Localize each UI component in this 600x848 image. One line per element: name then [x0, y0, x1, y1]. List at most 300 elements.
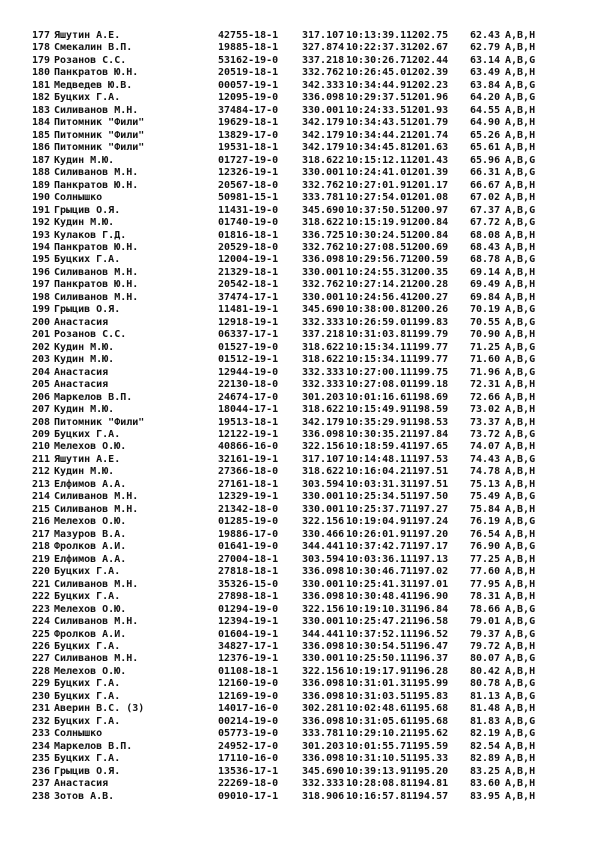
distance-cell: 336.098 [302, 429, 345, 440]
points-cell: 82.89 [470, 753, 501, 765]
class-codes-cell: A,B,H [505, 640, 536, 652]
distance-cell: 344.441 [302, 628, 345, 640]
class-codes-cell: A,B,H [505, 790, 536, 802]
ring-number-cell: 37484-17-0 [218, 104, 279, 116]
distance-cell: 322.156 [302, 441, 345, 453]
name-cell: Елфимов А.А. [54, 553, 127, 565]
distance-cell: 332.333 [302, 778, 345, 790]
class-codes-cell: A,B,G [505, 429, 536, 440]
rank-cell: 206 [31, 391, 50, 403]
points-cell: 73.02 [470, 404, 501, 416]
distance-cell: 337.218 [302, 54, 345, 66]
name-cell: Буцких Г.А. [54, 92, 121, 104]
ring-number-cell: 19531-18-1 [218, 142, 279, 154]
ring-number-cell: 35326-15-0 [218, 578, 279, 590]
points-cell: 64.90 [470, 117, 501, 129]
arrival-time-cell: 10:37:52.1 [346, 628, 407, 640]
rank-cell: 224 [31, 616, 50, 628]
name-cell: Грыцив О.Я. [54, 204, 121, 216]
points-cell: 63.84 [470, 79, 501, 91]
distance-cell: 344.441 [302, 541, 345, 553]
speed-cell: 1196.90 [406, 591, 449, 603]
rank-cell: 232 [31, 715, 50, 727]
points-cell: 73.72 [470, 429, 501, 440]
class-codes-cell: A,B,G [505, 715, 536, 727]
points-cell: 62.79 [470, 42, 501, 54]
arrival-time-cell: 10:24:41.0 [346, 167, 407, 179]
arrival-time-cell: 10:27:08.5 [346, 241, 407, 253]
name-cell: Силиванов М.Н. [54, 578, 139, 590]
distance-cell: 330.001 [302, 616, 345, 628]
ring-number-cell: 01108-18-1 [218, 665, 279, 677]
rank-cell: 228 [31, 665, 50, 677]
rank-cell: 181 [31, 79, 50, 91]
table-row [0, 317, 600, 329]
speed-cell: 1196.47 [406, 640, 449, 652]
class-codes-cell: A,B,H [505, 391, 536, 403]
class-codes-cell: A,B,G [505, 366, 536, 378]
distance-cell: 332.333 [302, 366, 345, 378]
points-cell: 78.66 [470, 603, 501, 615]
arrival-time-cell: 10:19:10.3 [346, 603, 407, 615]
rank-cell: 184 [31, 117, 50, 129]
arrival-time-cell: 10:14:48.1 [346, 453, 407, 465]
points-cell: 76.54 [470, 528, 501, 540]
arrival-time-cell: 10:27:14.2 [346, 279, 407, 291]
table-row [0, 354, 600, 366]
ring-number-cell: 12122-19-1 [218, 429, 279, 440]
rank-cell: 180 [31, 67, 50, 79]
table-row [0, 342, 600, 354]
distance-cell: 332.762 [302, 241, 345, 253]
distance-cell: 332.762 [302, 179, 345, 191]
rank-cell: 194 [31, 241, 50, 253]
speed-cell: 1197.24 [406, 516, 449, 528]
rank-cell: 205 [31, 379, 50, 391]
distance-cell: 337.218 [302, 329, 345, 341]
rank-cell: 211 [31, 453, 50, 465]
points-cell: 67.72 [470, 217, 501, 229]
distance-cell: 302.281 [302, 703, 345, 715]
table-row [0, 678, 600, 690]
rank-cell: 214 [31, 491, 50, 503]
speed-cell: 1197.51 [406, 478, 449, 490]
table-row [0, 205, 600, 217]
rank-cell: 201 [31, 329, 50, 341]
distance-cell: 317.107 [302, 30, 345, 41]
ring-number-cell: 12376-19-1 [218, 653, 279, 665]
rank-cell: 192 [31, 217, 50, 229]
arrival-time-cell: 10:34:44.9 [346, 79, 407, 91]
distance-cell: 330.001 [302, 653, 345, 665]
distance-cell: 303.594 [302, 478, 345, 490]
speed-cell: 1199.77 [406, 354, 449, 366]
distance-cell: 330.001 [302, 104, 345, 116]
table-row [0, 703, 600, 715]
points-cell: 67.02 [470, 192, 501, 204]
points-cell: 73.37 [470, 416, 501, 428]
rank-cell: 202 [31, 341, 50, 353]
speed-cell: 1200.59 [406, 254, 449, 266]
rank-cell: 207 [31, 404, 50, 416]
name-cell: Анастасия [54, 379, 109, 391]
class-codes-cell: A,B,G [505, 603, 536, 615]
points-cell: 64.55 [470, 104, 501, 116]
ring-number-cell: 17110-16-0 [218, 753, 279, 765]
arrival-time-cell: 10:27:54.0 [346, 192, 407, 204]
results-table [0, 30, 600, 803]
speed-cell: 1201.39 [406, 167, 449, 179]
arrival-time-cell: 10:25:41.3 [346, 578, 407, 590]
ring-number-cell: 19885-18-1 [218, 42, 279, 54]
distance-cell: 322.156 [302, 603, 345, 615]
speed-cell: 1200.97 [406, 204, 449, 216]
table-row [0, 791, 600, 803]
arrival-time-cell: 10:16:04.2 [346, 466, 407, 478]
ring-number-cell: 12329-19-1 [218, 491, 279, 503]
arrival-time-cell: 10:31:01.3 [346, 678, 407, 690]
rank-cell: 179 [31, 54, 50, 66]
table-row [0, 441, 600, 453]
table-row [0, 167, 600, 179]
table-row [0, 529, 600, 541]
table-row [0, 192, 600, 204]
distance-cell: 301.203 [302, 391, 345, 403]
name-cell: Панкратов Ю.Н. [54, 241, 139, 253]
arrival-time-cell: 10:15:12.1 [346, 154, 407, 166]
name-cell: Смекалин В.П. [54, 42, 133, 54]
table-row [0, 230, 600, 242]
arrival-time-cell: 10:26:01.9 [346, 528, 407, 540]
class-codes-cell: A,B,H [505, 67, 536, 79]
table-row [0, 92, 600, 104]
speed-cell: 1195.59 [406, 740, 449, 752]
speed-cell: 1197.13 [406, 553, 449, 565]
class-codes-cell: A,B,H [505, 478, 536, 490]
rank-cell: 195 [31, 254, 50, 266]
arrival-time-cell: 10:15:34.1 [346, 341, 407, 353]
rank-cell: 234 [31, 740, 50, 752]
points-cell: 70.19 [470, 304, 501, 316]
name-cell: Мазуров В.А. [54, 528, 127, 540]
points-cell: 81.48 [470, 703, 501, 715]
distance-cell: 303.594 [302, 553, 345, 565]
points-cell: 65.26 [470, 129, 501, 141]
name-cell: Питомник "Фили" [54, 142, 145, 154]
name-cell: Буцких Г.А. [54, 429, 121, 440]
class-codes-cell: A,B,H [505, 578, 536, 590]
distance-cell: 336.098 [302, 753, 345, 765]
points-cell: 83.60 [470, 778, 501, 790]
ring-number-cell: 01604-19-1 [218, 628, 279, 640]
name-cell: Буцких Г.А. [54, 640, 121, 652]
name-cell: Мелехов О.Ю. [54, 516, 127, 528]
arrival-time-cell: 10:16:57.8 [346, 790, 407, 802]
rank-cell: 183 [31, 104, 50, 116]
arrival-time-cell: 10:15:19.9 [346, 217, 407, 229]
rank-cell: 216 [31, 516, 50, 528]
ring-number-cell: 24674-17-0 [218, 391, 279, 403]
ring-number-cell: 01527-19-0 [218, 341, 279, 353]
name-cell: Аверин В.С. (З) [54, 703, 145, 715]
ring-number-cell: 01816-18-1 [218, 229, 279, 241]
table-row [0, 367, 600, 379]
table-row [0, 653, 600, 665]
points-cell: 74.78 [470, 466, 501, 478]
table-row [0, 641, 600, 653]
class-codes-cell: A,B,G [505, 341, 536, 353]
rank-cell: 203 [31, 354, 50, 366]
rank-cell: 233 [31, 728, 50, 740]
name-cell: Грыцив О.Я. [54, 765, 121, 777]
points-cell: 77.25 [470, 553, 501, 565]
rank-cell: 199 [31, 304, 50, 316]
arrival-time-cell: 10:31:05.6 [346, 715, 407, 727]
class-codes-cell: A,B,H [505, 703, 536, 715]
ring-number-cell: 19886-17-0 [218, 528, 279, 540]
class-codes-cell: A,B,G [505, 491, 536, 503]
arrival-time-cell: 10:24:55.3 [346, 266, 407, 278]
name-cell: Елфимов А.А. [54, 478, 127, 490]
distance-cell: 330.466 [302, 528, 345, 540]
name-cell: Зотов А.В. [54, 790, 115, 802]
class-codes-cell: A,B,G [505, 678, 536, 690]
name-cell: Силиванов М.Н. [54, 291, 139, 303]
ring-number-cell: 22130-18-0 [218, 379, 279, 391]
points-cell: 63.49 [470, 67, 501, 79]
arrival-time-cell: 10:26:45.0 [346, 67, 407, 79]
speed-cell: 1199.18 [406, 379, 449, 391]
name-cell: Буцких Г.А. [54, 566, 121, 578]
table-row [0, 604, 600, 616]
arrival-time-cell: 10:01:16.6 [346, 391, 407, 403]
rank-cell: 237 [31, 778, 50, 790]
points-cell: 68.08 [470, 229, 501, 241]
name-cell: Анастасия [54, 366, 109, 378]
class-codes-cell: A,B,G [505, 541, 536, 553]
table-row [0, 591, 600, 603]
table-row [0, 491, 600, 503]
table-row [0, 766, 600, 778]
points-cell: 82.19 [470, 728, 501, 740]
ring-number-cell: 42755-18-1 [218, 30, 279, 41]
points-cell: 79.72 [470, 640, 501, 652]
points-cell: 76.19 [470, 516, 501, 528]
name-cell: Питомник "Фили" [54, 117, 145, 129]
ring-number-cell: 22269-18-0 [218, 778, 279, 790]
name-cell: Силиванов М.Н. [54, 653, 139, 665]
table-row [0, 217, 600, 229]
points-cell: 79.37 [470, 628, 501, 640]
points-cell: 83.25 [470, 765, 501, 777]
distance-cell: 342.179 [302, 142, 345, 154]
table-row [0, 80, 600, 92]
class-codes-cell: A,B,H [505, 142, 536, 154]
rank-cell: 190 [31, 192, 50, 204]
speed-cell: 1201.79 [406, 117, 449, 129]
rank-cell: 197 [31, 279, 50, 291]
arrival-time-cell: 10:37:42.7 [346, 541, 407, 553]
arrival-time-cell: 10:30:54.5 [346, 640, 407, 652]
table-row [0, 117, 600, 129]
rank-cell: 235 [31, 753, 50, 765]
class-codes-cell: A,B,G [505, 653, 536, 665]
table-row [0, 404, 600, 416]
speed-cell: 1197.02 [406, 566, 449, 578]
name-cell: Силиванов М.Н. [54, 491, 139, 503]
class-codes-cell: A,B,G [505, 516, 536, 528]
name-cell: Питомник "Фили" [54, 129, 145, 141]
points-cell: 80.42 [470, 665, 501, 677]
distance-cell: 330.001 [302, 291, 345, 303]
class-codes-cell: A,B,G [505, 92, 536, 104]
ring-number-cell: 05773-19-0 [218, 728, 279, 740]
distance-cell: 322.156 [302, 665, 345, 677]
class-codes-cell: A,B,H [505, 291, 536, 303]
arrival-time-cell: 10:31:10.5 [346, 753, 407, 765]
class-codes-cell: A,B,H [505, 229, 536, 241]
speed-cell: 1194.81 [406, 778, 449, 790]
distance-cell: 342.333 [302, 79, 345, 91]
ring-number-cell: 01740-19-0 [218, 217, 279, 229]
name-cell: Кудин М.Ю. [54, 341, 115, 353]
points-cell: 66.31 [470, 167, 501, 179]
class-codes-cell: A,B,H [505, 591, 536, 603]
distance-cell: 318.622 [302, 217, 345, 229]
distance-cell: 333.781 [302, 728, 345, 740]
class-codes-cell: A,B,H [505, 553, 536, 565]
table-row [0, 417, 600, 429]
distance-cell: 336.098 [302, 591, 345, 603]
distance-cell: 332.762 [302, 67, 345, 79]
table-row [0, 105, 600, 117]
distance-cell: 342.179 [302, 416, 345, 428]
table-row [0, 155, 600, 167]
table-row [0, 554, 600, 566]
name-cell: Силиванов М.Н. [54, 104, 139, 116]
class-codes-cell: A,B,H [505, 566, 536, 578]
ring-number-cell: 34827-17-1 [218, 640, 279, 652]
distance-cell: 333.781 [302, 192, 345, 204]
points-cell: 77.95 [470, 578, 501, 590]
arrival-time-cell: 10:13:39.1 [346, 30, 407, 41]
points-cell: 65.61 [470, 142, 501, 154]
speed-cell: 1197.01 [406, 578, 449, 590]
points-cell: 69.49 [470, 279, 501, 291]
rank-cell: 236 [31, 765, 50, 777]
points-cell: 80.78 [470, 678, 501, 690]
class-codes-cell: A,B,H [505, 503, 536, 515]
points-cell: 78.31 [470, 591, 501, 603]
speed-cell: 1198.59 [406, 404, 449, 416]
name-cell: Панкратов Ю.Н. [54, 67, 139, 79]
speed-cell: 1195.83 [406, 690, 449, 702]
class-codes-cell: A,B,G [505, 217, 536, 229]
table-row [0, 541, 600, 553]
name-cell: Панкратов Ю.Н. [54, 279, 139, 291]
class-codes-cell: A,B,H [505, 279, 536, 291]
name-cell: Буцких Г.А. [54, 715, 121, 727]
class-codes-cell: A,B,H [505, 241, 536, 253]
class-codes-cell: A,B,H [505, 379, 536, 391]
class-codes-cell: A,B,H [505, 416, 536, 428]
speed-cell: 1197.84 [406, 429, 449, 440]
distance-cell: 345.690 [302, 304, 345, 316]
table-row [0, 629, 600, 641]
distance-cell: 330.001 [302, 167, 345, 179]
distance-cell: 332.333 [302, 379, 345, 391]
ring-number-cell: 21342-18-0 [218, 503, 279, 515]
class-codes-cell: A,B,H [505, 404, 536, 416]
speed-cell: 1195.68 [406, 715, 449, 727]
class-codes-cell: A,B,G [505, 167, 536, 179]
points-cell: 66.67 [470, 179, 501, 191]
ring-number-cell: 20567-18-0 [218, 179, 279, 191]
table-row [0, 741, 600, 753]
ring-number-cell: 12326-19-1 [218, 167, 279, 179]
distance-cell: 336.098 [302, 640, 345, 652]
speed-cell: 1201.08 [406, 192, 449, 204]
distance-cell: 342.179 [302, 129, 345, 141]
arrival-time-cell: 10:26:59.0 [346, 316, 407, 328]
class-codes-cell: A,B,G [505, 728, 536, 740]
name-cell: Яшутин А.Е. [54, 453, 121, 465]
name-cell: Кудин М.Ю. [54, 466, 115, 478]
table-row [0, 778, 600, 790]
ring-number-cell: 20529-18-0 [218, 241, 279, 253]
ring-number-cell: 21329-18-1 [218, 266, 279, 278]
arrival-time-cell: 10:35:29.9 [346, 416, 407, 428]
speed-cell: 1202.23 [406, 79, 449, 91]
distance-cell: 318.622 [302, 354, 345, 366]
rank-cell: 238 [31, 790, 50, 802]
speed-cell: 1201.43 [406, 154, 449, 166]
table-row [0, 516, 600, 528]
speed-cell: 1200.28 [406, 279, 449, 291]
ring-number-cell: 27161-18-1 [218, 478, 279, 490]
class-codes-cell: A,B,H [505, 778, 536, 790]
name-cell: Буцких Г.А. [54, 690, 121, 702]
class-codes-cell: A,B,H [505, 765, 536, 777]
distance-cell: 327.874 [302, 42, 345, 54]
points-cell: 70.55 [470, 316, 501, 328]
points-cell: 74.07 [470, 441, 501, 453]
name-cell: Грыцив О.Я. [54, 304, 121, 316]
distance-cell: 332.333 [302, 316, 345, 328]
name-cell: Кудин М.Ю. [54, 217, 115, 229]
table-row [0, 254, 600, 266]
rank-cell: 209 [31, 429, 50, 440]
points-cell: 74.43 [470, 453, 501, 465]
name-cell: Панкратов Ю.Н. [54, 179, 139, 191]
name-cell: Кудин М.Ю. [54, 354, 115, 366]
class-codes-cell: A,B,G [505, 254, 536, 266]
rank-cell: 217 [31, 528, 50, 540]
ring-number-cell: 19629-18-1 [218, 117, 279, 129]
distance-cell: 317.107 [302, 453, 345, 465]
name-cell: Кудин М.Ю. [54, 404, 115, 416]
name-cell: Маркелов В.П. [54, 740, 133, 752]
table-row [0, 279, 600, 291]
ring-number-cell: 09010-17-1 [218, 790, 279, 802]
points-cell: 63.14 [470, 54, 501, 66]
speed-cell: 1198.53 [406, 416, 449, 428]
speed-cell: 1201.74 [406, 129, 449, 141]
name-cell: Кудин М.Ю. [54, 154, 115, 166]
distance-cell: 330.001 [302, 266, 345, 278]
table-row [0, 242, 600, 254]
points-cell: 67.37 [470, 204, 501, 216]
